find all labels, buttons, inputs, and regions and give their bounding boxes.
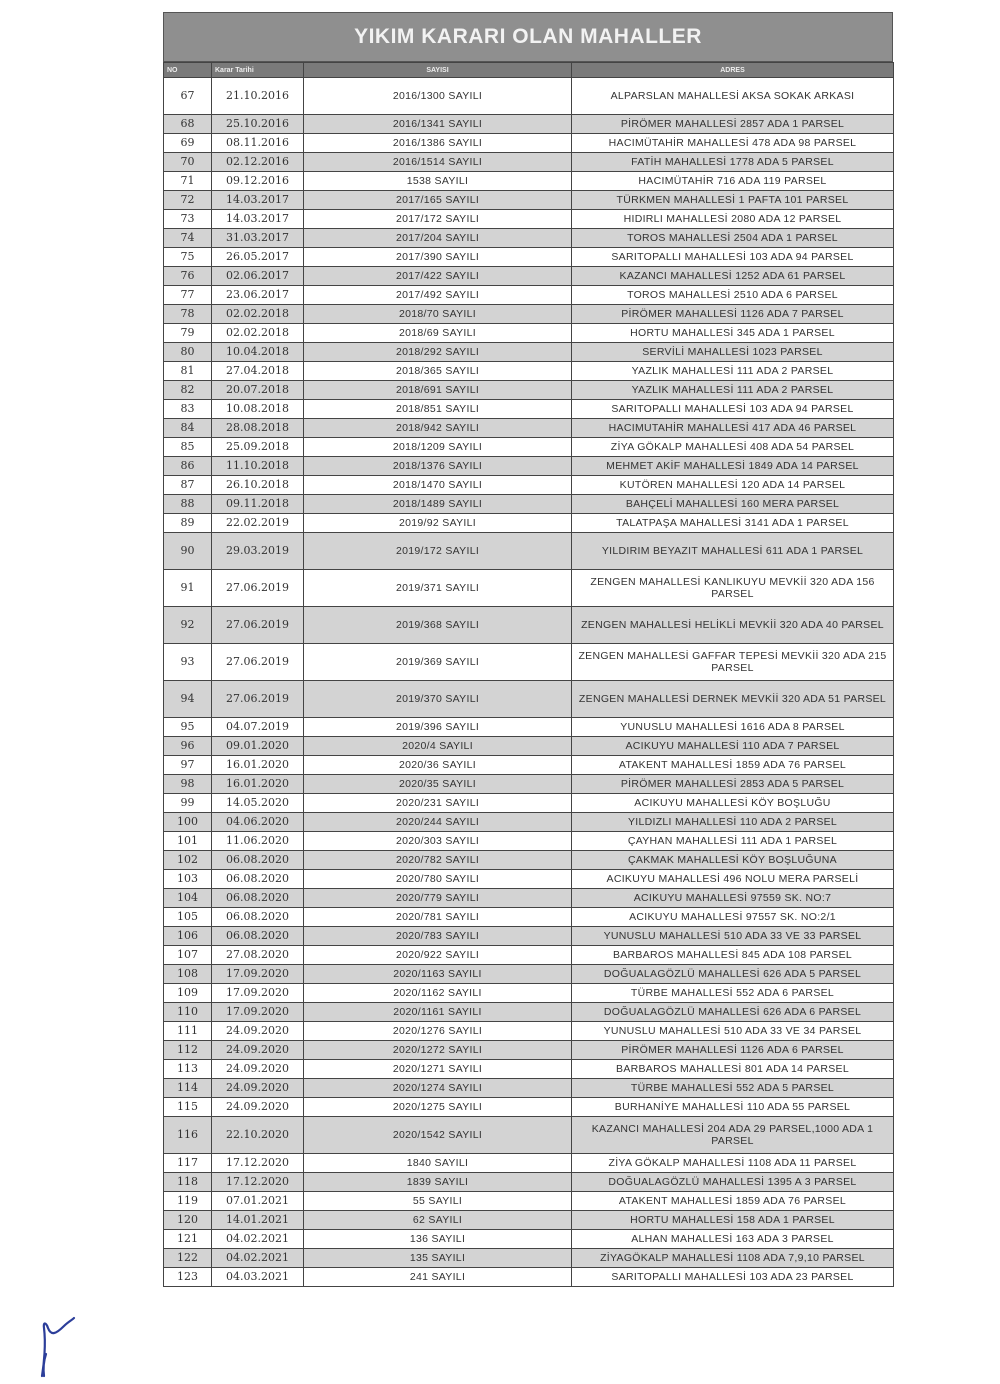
row-date: 25.09.2018 xyxy=(212,438,304,457)
row-no: 121 xyxy=(164,1230,212,1249)
row-address: ACIKUYU MAHALLESİ 97557 SK. NO:2/1 xyxy=(572,908,894,927)
row-date: 27.06.2019 xyxy=(212,644,304,681)
row-number: 2016/1300 SAYILI xyxy=(304,78,572,115)
row-number: 2019/371 SAYILI xyxy=(304,570,572,607)
row-address: PİRÖMER MAHALLESİ 1126 ADA 6 PARSEL xyxy=(572,1041,894,1060)
row-number: 135 SAYILI xyxy=(304,1249,572,1268)
row-address: TOROS MAHALLESİ 2510 ADA 6 PARSEL xyxy=(572,286,894,305)
row-no: 109 xyxy=(164,984,212,1003)
row-date: 09.11.2018 xyxy=(212,495,304,514)
row-date: 17.09.2020 xyxy=(212,984,304,1003)
page-title: YIKIM KARARI OLAN MAHALLER xyxy=(163,12,893,62)
row-number: 2020/1161 SAYILI xyxy=(304,1003,572,1022)
row-address: ATAKENT MAHALLESİ 1859 ADA 76 PARSEL xyxy=(572,756,894,775)
row-number: 2018/1470 SAYILI xyxy=(304,476,572,495)
row-address: BARBAROS MAHALLESİ 801 ADA 14 PARSEL xyxy=(572,1060,894,1079)
row-date: 31.03.2017 xyxy=(212,229,304,248)
row-date: 10.04.2018 xyxy=(212,343,304,362)
row-no: 83 xyxy=(164,400,212,419)
row-date: 20.07.2018 xyxy=(212,381,304,400)
row-number: 2020/1274 SAYILI xyxy=(304,1079,572,1098)
row-address: DOĞUALAGÖZLÜ MAHALLESİ 626 ADA 5 PARSEL xyxy=(572,965,894,984)
row-address: ZENGEN MAHALLESİ HELİKLİ MEVKİİ 320 ADA 40 PARSEL xyxy=(572,607,894,644)
row-address: HORTU MAHALLESİ 345 ADA 1 PARSEL xyxy=(572,324,894,343)
row-address: PİRÖMER MAHALLESİ 2857 ADA 1 PARSEL xyxy=(572,115,894,134)
row-number: 2019/396 SAYILI xyxy=(304,718,572,737)
table-row xyxy=(164,533,894,570)
table-row xyxy=(164,78,894,115)
row-date: 24.09.2020 xyxy=(212,1060,304,1079)
row-number: 241 SAYILI xyxy=(304,1268,572,1287)
row-date: 17.12.2020 xyxy=(212,1154,304,1173)
row-number: 2017/390 SAYILI xyxy=(304,248,572,267)
row-no: 71 xyxy=(164,172,212,191)
row-number: 2019/172 SAYILI xyxy=(304,533,572,570)
row-date: 26.10.2018 xyxy=(212,476,304,495)
row-number: 2018/851 SAYILI xyxy=(304,400,572,419)
row-number: 2018/365 SAYILI xyxy=(304,362,572,381)
row-number: 2020/782 SAYILI xyxy=(304,851,572,870)
row-number: 1840 SAYILI xyxy=(304,1154,572,1173)
row-date: 24.09.2020 xyxy=(212,1098,304,1117)
row-address: ACIKUYU MAHALLESİ 110 ADA 7 PARSEL xyxy=(572,737,894,756)
row-date: 27.06.2019 xyxy=(212,681,304,718)
table-row xyxy=(164,1173,894,1192)
row-address: TOROS MAHALLESİ 2504 ADA 1 PARSEL xyxy=(572,229,894,248)
row-date: 26.05.2017 xyxy=(212,248,304,267)
row-address: YUNUSLU MAHALLESİ 1616 ADA 8 PARSEL xyxy=(572,718,894,737)
row-date: 09.01.2020 xyxy=(212,737,304,756)
signature-mark xyxy=(34,1314,78,1380)
row-date: 02.06.2017 xyxy=(212,267,304,286)
table-row xyxy=(164,775,894,794)
row-no: 75 xyxy=(164,248,212,267)
row-number: 1839 SAYILI xyxy=(304,1173,572,1192)
row-address: YAZLIK MAHALLESİ 111 ADA 2 PARSEL xyxy=(572,381,894,400)
row-number: 2017/422 SAYILI xyxy=(304,267,572,286)
row-address: ALHAN MAHALLESİ 163 ADA 3 PARSEL xyxy=(572,1230,894,1249)
row-address: YILDIRIM BEYAZIT MAHALLESİ 611 ADA 1 PARSEL xyxy=(572,533,894,570)
row-address: ZİYAGÖKALP MAHALLESİ 1108 ADA 7,9,10 PARSEL xyxy=(572,1249,894,1268)
table-row xyxy=(164,965,894,984)
table-row xyxy=(164,908,894,927)
row-no: 67 xyxy=(164,78,212,115)
table-row xyxy=(164,718,894,737)
table-row xyxy=(164,438,894,457)
table-row xyxy=(164,457,894,476)
row-date: 08.11.2016 xyxy=(212,134,304,153)
row-address: HIDIRLI MAHALLESİ 2080 ADA 12 PARSEL xyxy=(572,210,894,229)
table-row xyxy=(164,927,894,946)
row-number: 2019/369 SAYILI xyxy=(304,644,572,681)
row-number: 2019/370 SAYILI xyxy=(304,681,572,718)
table-row xyxy=(164,267,894,286)
table-row xyxy=(164,681,894,718)
table-row xyxy=(164,362,894,381)
row-number: 2018/69 SAYILI xyxy=(304,324,572,343)
row-address: KAZANCI MAHALLESİ 204 ADA 29 PARSEL,1000 ADA 1 PARSEL xyxy=(572,1117,894,1154)
row-number: 1538 SAYILI xyxy=(304,172,572,191)
table-row xyxy=(164,381,894,400)
row-number: 2018/942 SAYILI xyxy=(304,419,572,438)
row-no: 85 xyxy=(164,438,212,457)
row-number: 2020/1542 SAYILI xyxy=(304,1117,572,1154)
row-number: 2018/691 SAYILI xyxy=(304,381,572,400)
row-date: 27.04.2018 xyxy=(212,362,304,381)
table-row xyxy=(164,984,894,1003)
row-date: 10.08.2018 xyxy=(212,400,304,419)
row-no: 119 xyxy=(164,1192,212,1211)
row-address: SARITOPALLI MAHALLESİ 103 ADA 94 PARSEL xyxy=(572,248,894,267)
row-address: ZİYA GÖKALP MAHALLESİ 1108 ADA 11 PARSEL xyxy=(572,1154,894,1173)
row-address: BAHÇELİ MAHALLESİ 160 MERA PARSEL xyxy=(572,495,894,514)
row-date: 24.09.2020 xyxy=(212,1041,304,1060)
row-date: 04.07.2019 xyxy=(212,718,304,737)
row-number: 2018/1489 SAYILI xyxy=(304,495,572,514)
row-no: 82 xyxy=(164,381,212,400)
row-no: 111 xyxy=(164,1022,212,1041)
row-number: 2020/35 SAYILI xyxy=(304,775,572,794)
row-no: 116 xyxy=(164,1117,212,1154)
table-row xyxy=(164,495,894,514)
row-date: 02.12.2016 xyxy=(212,153,304,172)
row-no: 76 xyxy=(164,267,212,286)
row-date: 14.01.2021 xyxy=(212,1211,304,1230)
header-address: ADRES xyxy=(572,63,894,78)
row-number: 2018/292 SAYILI xyxy=(304,343,572,362)
row-address: TÜRKMEN MAHALLESİ 1 PAFTA 101 PARSEL xyxy=(572,191,894,210)
row-no: 106 xyxy=(164,927,212,946)
row-no: 113 xyxy=(164,1060,212,1079)
row-number: 55 SAYILI xyxy=(304,1192,572,1211)
row-date: 07.01.2021 xyxy=(212,1192,304,1211)
row-no: 115 xyxy=(164,1098,212,1117)
table-row xyxy=(164,305,894,324)
row-date: 11.06.2020 xyxy=(212,832,304,851)
row-no: 90 xyxy=(164,533,212,570)
table-row xyxy=(164,737,894,756)
table-row xyxy=(164,570,894,607)
row-address: FATİH MAHALLESİ 1778 ADA 5 PARSEL xyxy=(572,153,894,172)
table-row xyxy=(164,400,894,419)
header-date: Karar Tarihi xyxy=(212,63,304,78)
row-no: 79 xyxy=(164,324,212,343)
table-row xyxy=(164,514,894,533)
row-number: 2020/1162 SAYILI xyxy=(304,984,572,1003)
row-date: 17.12.2020 xyxy=(212,1173,304,1192)
row-address: YAZLIK MAHALLESİ 111 ADA 2 PARSEL xyxy=(572,362,894,381)
row-no: 104 xyxy=(164,889,212,908)
row-number: 2017/204 SAYILI xyxy=(304,229,572,248)
row-date: 06.08.2020 xyxy=(212,851,304,870)
row-no: 70 xyxy=(164,153,212,172)
row-no: 120 xyxy=(164,1211,212,1230)
row-date: 11.10.2018 xyxy=(212,457,304,476)
row-date: 27.08.2020 xyxy=(212,946,304,965)
row-date: 09.12.2016 xyxy=(212,172,304,191)
row-no: 112 xyxy=(164,1041,212,1060)
row-date: 14.03.2017 xyxy=(212,210,304,229)
row-no: 92 xyxy=(164,607,212,644)
row-no: 107 xyxy=(164,946,212,965)
row-date: 02.02.2018 xyxy=(212,324,304,343)
row-no: 91 xyxy=(164,570,212,607)
row-number: 2019/368 SAYILI xyxy=(304,607,572,644)
row-date: 29.03.2019 xyxy=(212,533,304,570)
row-address: HACIMÜTAHİR MAHALLESİ 478 ADA 98 PARSEL xyxy=(572,134,894,153)
row-address: ZENGEN MAHALLESİ KANLIKUYU MEVKİİ 320 ADA 156 PARSEL xyxy=(572,570,894,607)
table-row xyxy=(164,644,894,681)
table-row xyxy=(164,1211,894,1230)
row-no: 78 xyxy=(164,305,212,324)
row-number: 2020/922 SAYILI xyxy=(304,946,572,965)
row-no: 93 xyxy=(164,644,212,681)
row-address: SARITOPALLI MAHALLESİ 103 ADA 94 PARSEL xyxy=(572,400,894,419)
row-number: 2020/36 SAYILI xyxy=(304,756,572,775)
table-row xyxy=(164,607,894,644)
row-date: 14.03.2017 xyxy=(212,191,304,210)
table-row xyxy=(164,1098,894,1117)
table-row xyxy=(164,1117,894,1154)
row-address: YUNUSLU MAHALLESİ 510 ADA 33 VE 34 PARSEL xyxy=(572,1022,894,1041)
row-number: 62 SAYILI xyxy=(304,1211,572,1230)
row-no: 86 xyxy=(164,457,212,476)
row-number: 2016/1341 SAYILI xyxy=(304,115,572,134)
row-date: 27.06.2019 xyxy=(212,570,304,607)
row-no: 72 xyxy=(164,191,212,210)
table-row xyxy=(164,1249,894,1268)
table-row xyxy=(164,1060,894,1079)
table-row xyxy=(164,343,894,362)
table-row xyxy=(164,794,894,813)
row-date: 28.08.2018 xyxy=(212,419,304,438)
row-address: ZENGEN MAHALLESİ GAFFAR TEPESİ MEVKİİ 320 ADA 215 PARSEL xyxy=(572,644,894,681)
row-address: PİRÖMER MAHALLESİ 2853 ADA 5 PARSEL xyxy=(572,775,894,794)
row-date: 21.10.2016 xyxy=(212,78,304,115)
row-number: 2020/781 SAYILI xyxy=(304,908,572,927)
table-row xyxy=(164,1230,894,1249)
row-number: 2018/70 SAYILI xyxy=(304,305,572,324)
row-no: 89 xyxy=(164,514,212,533)
row-no: 100 xyxy=(164,813,212,832)
row-date: 22.02.2019 xyxy=(212,514,304,533)
table-row xyxy=(164,1268,894,1287)
row-address: ZENGEN MAHALLESİ DERNEK MEVKİİ 320 ADA 51 PARSEL xyxy=(572,681,894,718)
row-no: 77 xyxy=(164,286,212,305)
row-address: ACIKUYU MAHALLESİ 97559 SK. NO:7 xyxy=(572,889,894,908)
row-address: TALATPAŞA MAHALLESİ 3141 ADA 1 PARSEL xyxy=(572,514,894,533)
row-address: TÜRBE MAHALLESİ 552 ADA 6 PARSEL xyxy=(572,984,894,1003)
table-row xyxy=(164,756,894,775)
table-row xyxy=(164,172,894,191)
row-date: 04.02.2021 xyxy=(212,1230,304,1249)
table-row xyxy=(164,191,894,210)
table-row xyxy=(164,248,894,267)
row-address: HORTU MAHALLESİ 158 ADA 1 PARSEL xyxy=(572,1211,894,1230)
row-address: ZİYA GÖKALP MAHALLESİ 408 ADA 54 PARSEL xyxy=(572,438,894,457)
row-date: 17.09.2020 xyxy=(212,1003,304,1022)
table-header-row xyxy=(164,63,894,78)
row-address: HACIMÜTAHİR 716 ADA 119 PARSEL xyxy=(572,172,894,191)
row-number: 2016/1514 SAYILI xyxy=(304,153,572,172)
row-no: 95 xyxy=(164,718,212,737)
row-no: 69 xyxy=(164,134,212,153)
row-date: 27.06.2019 xyxy=(212,607,304,644)
row-date: 16.01.2020 xyxy=(212,775,304,794)
row-date: 02.02.2018 xyxy=(212,305,304,324)
row-no: 101 xyxy=(164,832,212,851)
row-no: 105 xyxy=(164,908,212,927)
row-number: 136 SAYILI xyxy=(304,1230,572,1249)
row-no: 81 xyxy=(164,362,212,381)
row-number: 2020/1276 SAYILI xyxy=(304,1022,572,1041)
table-row xyxy=(164,153,894,172)
row-date: 06.08.2020 xyxy=(212,889,304,908)
table-row xyxy=(164,832,894,851)
row-address: DOĞUALAGÖZLÜ MAHALLESİ 1395 A 3 PARSEL xyxy=(572,1173,894,1192)
row-no: 103 xyxy=(164,870,212,889)
row-address: KUTÖREN MAHALLESİ 120 ADA 14 PARSEL xyxy=(572,476,894,495)
row-date: 04.02.2021 xyxy=(212,1249,304,1268)
row-no: 87 xyxy=(164,476,212,495)
row-number: 2020/231 SAYILI xyxy=(304,794,572,813)
row-number: 2019/92 SAYILI xyxy=(304,514,572,533)
row-date: 24.09.2020 xyxy=(212,1022,304,1041)
row-no: 96 xyxy=(164,737,212,756)
table-row xyxy=(164,286,894,305)
row-address: YUNUSLU MAHALLESİ 510 ADA 33 VE 33 PARSEL xyxy=(572,927,894,946)
row-no: 117 xyxy=(164,1154,212,1173)
row-address: MEHMET AKİF MAHALLESİ 1849 ADA 14 PARSEL xyxy=(572,457,894,476)
row-address: KAZANCI MAHALLESİ 1252 ADA 61 PARSEL xyxy=(572,267,894,286)
table-row xyxy=(164,813,894,832)
row-date: 06.08.2020 xyxy=(212,908,304,927)
row-number: 2017/165 SAYILI xyxy=(304,191,572,210)
row-address: ACIKUYU MAHALLESİ 496 NOLU MERA PARSELİ xyxy=(572,870,894,889)
row-date: 16.01.2020 xyxy=(212,756,304,775)
row-address: TÜRBE MAHALLESİ 552 ADA 5 PARSEL xyxy=(572,1079,894,1098)
row-no: 110 xyxy=(164,1003,212,1022)
table-row xyxy=(164,946,894,965)
row-no: 80 xyxy=(164,343,212,362)
row-date: 25.10.2016 xyxy=(212,115,304,134)
row-number: 2020/1275 SAYILI xyxy=(304,1098,572,1117)
row-no: 108 xyxy=(164,965,212,984)
table-row xyxy=(164,324,894,343)
table-row xyxy=(164,1022,894,1041)
row-address: ACIKUYU MAHALLESİ KÖY BOŞLUĞU xyxy=(572,794,894,813)
table-row xyxy=(164,889,894,908)
row-date: 14.05.2020 xyxy=(212,794,304,813)
row-date: 22.10.2020 xyxy=(212,1117,304,1154)
row-address: DOĞUALAGÖZLÜ MAHALLESİ 626 ADA 6 PARSEL xyxy=(572,1003,894,1022)
row-no: 94 xyxy=(164,681,212,718)
table-row xyxy=(164,229,894,248)
row-no: 97 xyxy=(164,756,212,775)
row-number: 2020/779 SAYILI xyxy=(304,889,572,908)
row-address: SARITOPALLI MAHALLESİ 103 ADA 23 PARSEL xyxy=(572,1268,894,1287)
table-row xyxy=(164,870,894,889)
row-number: 2020/244 SAYILI xyxy=(304,813,572,832)
table-row xyxy=(164,115,894,134)
row-no: 123 xyxy=(164,1268,212,1287)
row-number: 2020/783 SAYILI xyxy=(304,927,572,946)
document-page xyxy=(163,12,893,1287)
row-no: 98 xyxy=(164,775,212,794)
row-date: 04.03.2021 xyxy=(212,1268,304,1287)
demolition-table xyxy=(163,62,894,1287)
row-address: ÇAYHAN MAHALLESİ 111 ADA 1 PARSEL xyxy=(572,832,894,851)
row-number: 2020/780 SAYILI xyxy=(304,870,572,889)
row-no: 74 xyxy=(164,229,212,248)
table-row xyxy=(164,134,894,153)
row-address: ÇAKMAK MAHALLESİ KÖY BOŞLUĞUNA xyxy=(572,851,894,870)
header-number: SAYISI xyxy=(304,63,572,78)
row-date: 24.09.2020 xyxy=(212,1079,304,1098)
row-number: 2018/1209 SAYILI xyxy=(304,438,572,457)
row-no: 122 xyxy=(164,1249,212,1268)
row-number: 2020/303 SAYILI xyxy=(304,832,572,851)
row-number: 2017/492 SAYILI xyxy=(304,286,572,305)
header-no: NO xyxy=(164,63,212,78)
row-no: 68 xyxy=(164,115,212,134)
table-body xyxy=(164,78,894,1287)
row-address: ALPARSLAN MAHALLESİ AKSA SOKAK ARKASI xyxy=(572,78,894,115)
row-no: 118 xyxy=(164,1173,212,1192)
row-address: BURHANİYE MAHALLESİ 110 ADA 55 PARSEL xyxy=(572,1098,894,1117)
row-number: 2020/1272 SAYILI xyxy=(304,1041,572,1060)
row-no: 88 xyxy=(164,495,212,514)
row-no: 102 xyxy=(164,851,212,870)
table-row xyxy=(164,1154,894,1173)
row-address: HACIMUTAHİR MAHALLESİ 417 ADA 46 PARSEL xyxy=(572,419,894,438)
table-row xyxy=(164,1192,894,1211)
row-date: 17.09.2020 xyxy=(212,965,304,984)
row-address: SERVİLİ MAHALLESİ 1023 PARSEL xyxy=(572,343,894,362)
table-row xyxy=(164,1003,894,1022)
row-number: 2016/1386 SAYILI xyxy=(304,134,572,153)
row-no: 84 xyxy=(164,419,212,438)
row-address: PİRÖMER MAHALLESİ 1126 ADA 7 PARSEL xyxy=(572,305,894,324)
row-no: 99 xyxy=(164,794,212,813)
row-no: 114 xyxy=(164,1079,212,1098)
row-date: 23.06.2017 xyxy=(212,286,304,305)
row-number: 2020/4 SAYILI xyxy=(304,737,572,756)
row-number: 2020/1163 SAYILI xyxy=(304,965,572,984)
table-row xyxy=(164,419,894,438)
row-number: 2018/1376 SAYILI xyxy=(304,457,572,476)
row-number: 2017/172 SAYILI xyxy=(304,210,572,229)
row-date: 06.08.2020 xyxy=(212,870,304,889)
row-address: ATAKENT MAHALLESİ 1859 ADA 76 PARSEL xyxy=(572,1192,894,1211)
table-row xyxy=(164,1041,894,1060)
row-no: 73 xyxy=(164,210,212,229)
table-row xyxy=(164,1079,894,1098)
row-address: YILDIZLI MAHALLESİ 110 ADA 2 PARSEL xyxy=(572,813,894,832)
table-row xyxy=(164,851,894,870)
row-number: 2020/1271 SAYILI xyxy=(304,1060,572,1079)
table-row xyxy=(164,476,894,495)
row-date: 04.06.2020 xyxy=(212,813,304,832)
row-date: 06.08.2020 xyxy=(212,927,304,946)
table-row xyxy=(164,210,894,229)
row-address: BARBAROS MAHALLESİ 845 ADA 108 PARSEL xyxy=(572,946,894,965)
